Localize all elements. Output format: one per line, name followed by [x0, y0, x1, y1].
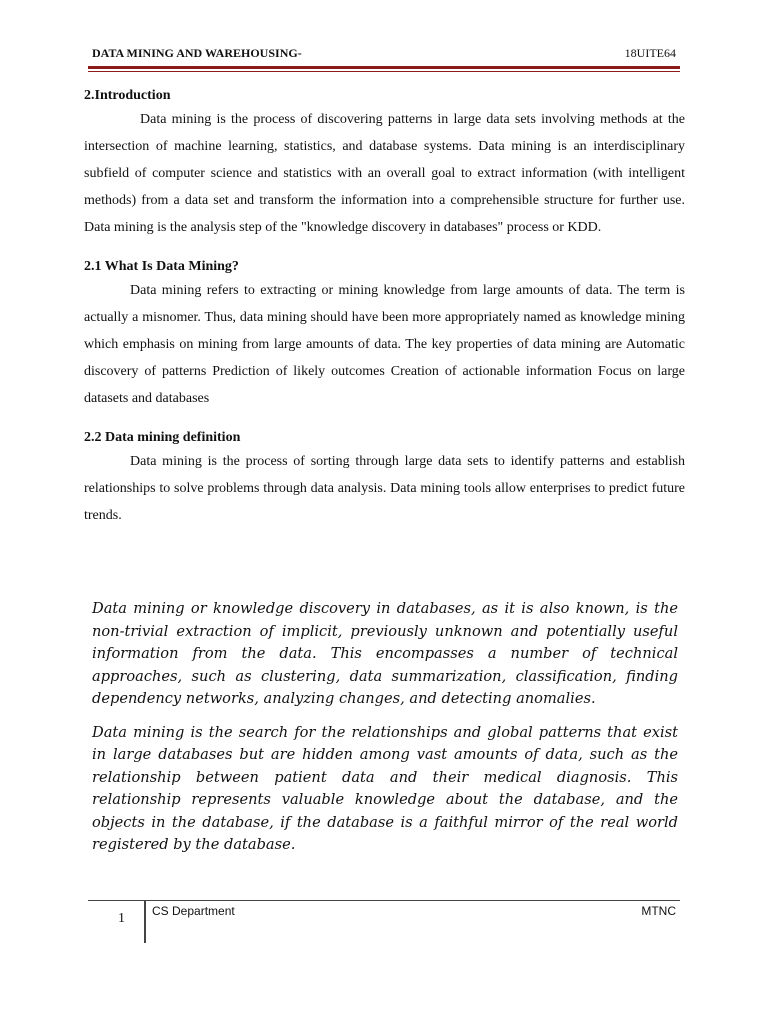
page-header	[88, 46, 680, 62]
header-title: DATA MINING AND WAREHOUSING-	[92, 46, 302, 60]
heading-definition: 2.2 Data mining definition	[84, 430, 241, 445]
header-course-code: 18UITE64	[624, 46, 676, 60]
footer-divider	[144, 901, 146, 943]
header-rule-thin	[88, 71, 680, 72]
header-rule-thick	[88, 66, 680, 69]
section-what-is-data-mining	[84, 257, 685, 412]
document-body	[84, 86, 685, 545]
heading-what-is-data-mining: 2.1 What Is Data Mining?	[84, 259, 239, 274]
quoted-definitions	[92, 598, 678, 868]
paragraph-definition: Data mining is the process of sorting through large data sets to identify patterns and establish relationships to solve problems through data analysis. Data mining tools allow enterprises to predict future trends.	[84, 454, 685, 523]
quote-relationship-search: Data mining is the search for the relationships and global patterns that exist in large databases but are hidden among vast amounts of data, such as the relationship between patient data and their medical diagnosis. This relationship represents valuable knowledge about the database, and the objects in the database, if the database is a faithful mirror of the real world registered by the database.	[92, 723, 678, 853]
paragraph-what-is-data-mining: Data mining refers to extracting or mining knowledge from large amounts of data. The term is actually a misnomer. Thus, data mining should have been more appropriately named as knowledge mining which emphasis on mining from large amounts of data. The key properties of data mining are Automatic discovery of patterns Prediction of likely outcomes Creation of actionable information Focus on large datasets and databases	[84, 283, 685, 406]
section-definition	[84, 428, 685, 529]
paragraph-introduction: Data mining is the process of discovering patterns in large data sets involving methods at the intersection of machine learning, statistics, and database systems. Data mining is an interdisciplinary subfield of computer science and statistics with an overall goal to extract information (with intelligent methods) from a data set and transform the information into a comprehensible structure for further use. Data mining is the analysis step of the "knowledge discovery in databases" process or KDD.	[84, 112, 685, 235]
heading-introduction: 2.Introduction	[84, 88, 171, 103]
footer-department: CS Department	[152, 904, 235, 918]
footer-college: MTNC	[641, 904, 676, 918]
quote-knowledge-discovery: Data mining or knowledge discovery in databases, as it is also known, is the non-trivial extraction of implicit, previously unknown and potentially useful information from the data. This encompasses a number of technical approaches, such as clustering, data summarization, classification, finding dependency networks, analyzing changes, and detecting anomalies.	[92, 600, 678, 707]
footer-rule	[88, 900, 680, 901]
section-introduction	[84, 86, 685, 241]
page-number: 1	[118, 911, 125, 926]
